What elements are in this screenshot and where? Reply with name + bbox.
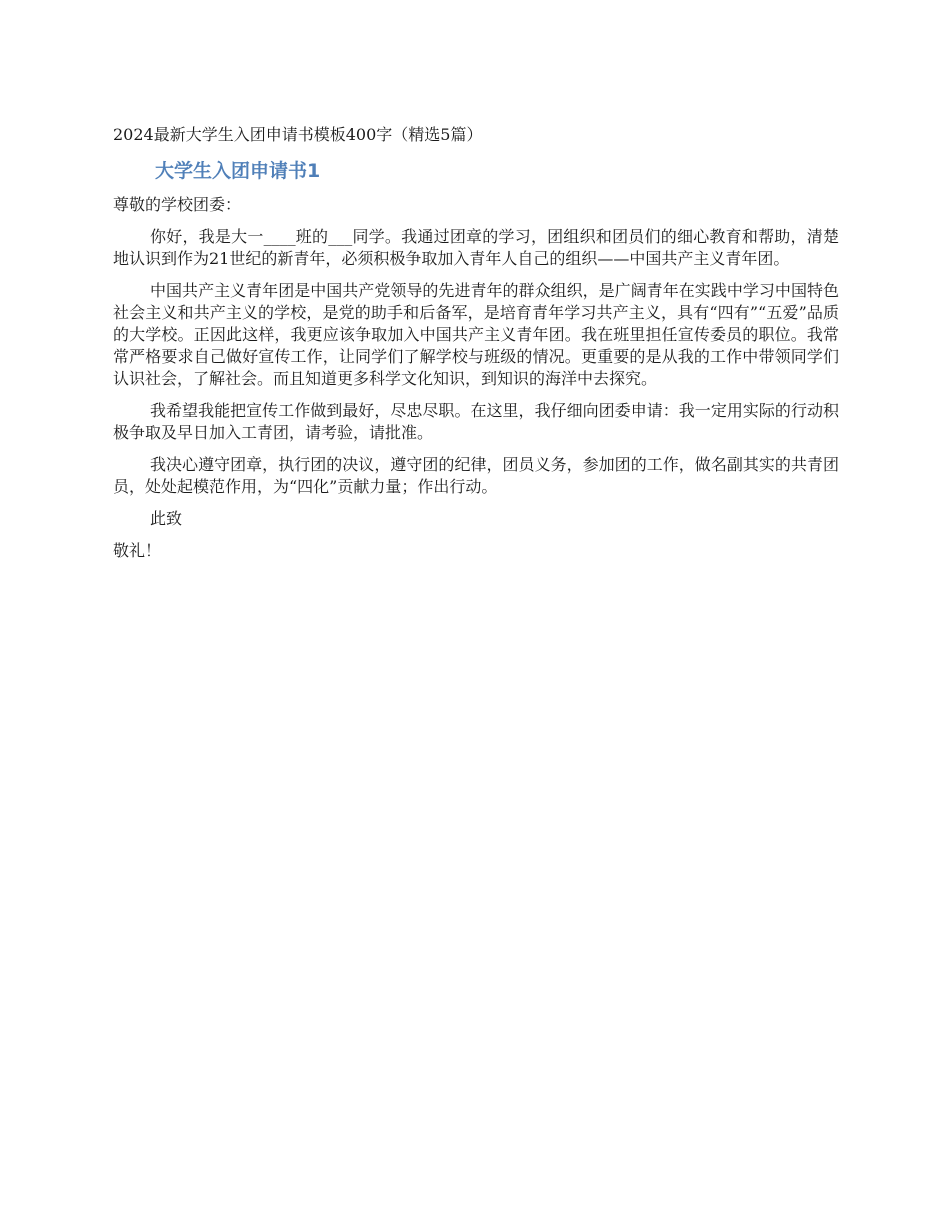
body-paragraph-4: 我决心遵守团章，执行团的决议，遵守团的纪律，团员义务，参加团的工作，做名副其实的共青团员，处处起模范作用，为“四化”贡献力量；作出行动。 — [113, 455, 839, 496]
body-paragraph-3: 我希望我能把宣传工作做到最好，尽忠尽职。在这里，我仔细向团委申请：我一定用实际的行动积极争取及早日加入工青团，请考验，请批准。 — [113, 401, 839, 442]
salutation: 尊敬的学校团委： — [113, 195, 242, 214]
section-heading: 大学生入团申请书1 — [155, 160, 321, 182]
document-page — [113, 124, 839, 562]
document-title: 2024最新大学生入团申请书模板400字（精选5篇） — [113, 125, 483, 144]
body-paragraph-2: 中国共产主义青年团是中国共产党领导的先进青年的群众组织，是广阔青年在实践中学习中国特色社会主义和共产主义的学校，是党的助手和后备军，是培育青年学习共产主义，具有“四有”“五爱”品质的大学校。正因此这样，我更应该争取加入中国共产主义青年团。我在班里担任宣传委员的职位。我常常严格要求自己做好宣传工作，让同学们了解学校与班级的情况。更重要的是从我的工作中带领同学们认识社会，了解社会。而且知道更多科学文化知识，到知识的海洋中去探究。 — [113, 281, 839, 388]
regards-line: 敬礼！ — [113, 541, 162, 560]
body-paragraph-1: 你好，我是大一____班的___同学。我通过团章的学习，团组织和团员们的细心教育和帮助，清楚地认识到作为21世纪的新青年，必须积极争取加入青年人自己的组织——中国共产主义青年团。 — [113, 227, 839, 268]
closing-line: 此致 — [150, 509, 183, 528]
